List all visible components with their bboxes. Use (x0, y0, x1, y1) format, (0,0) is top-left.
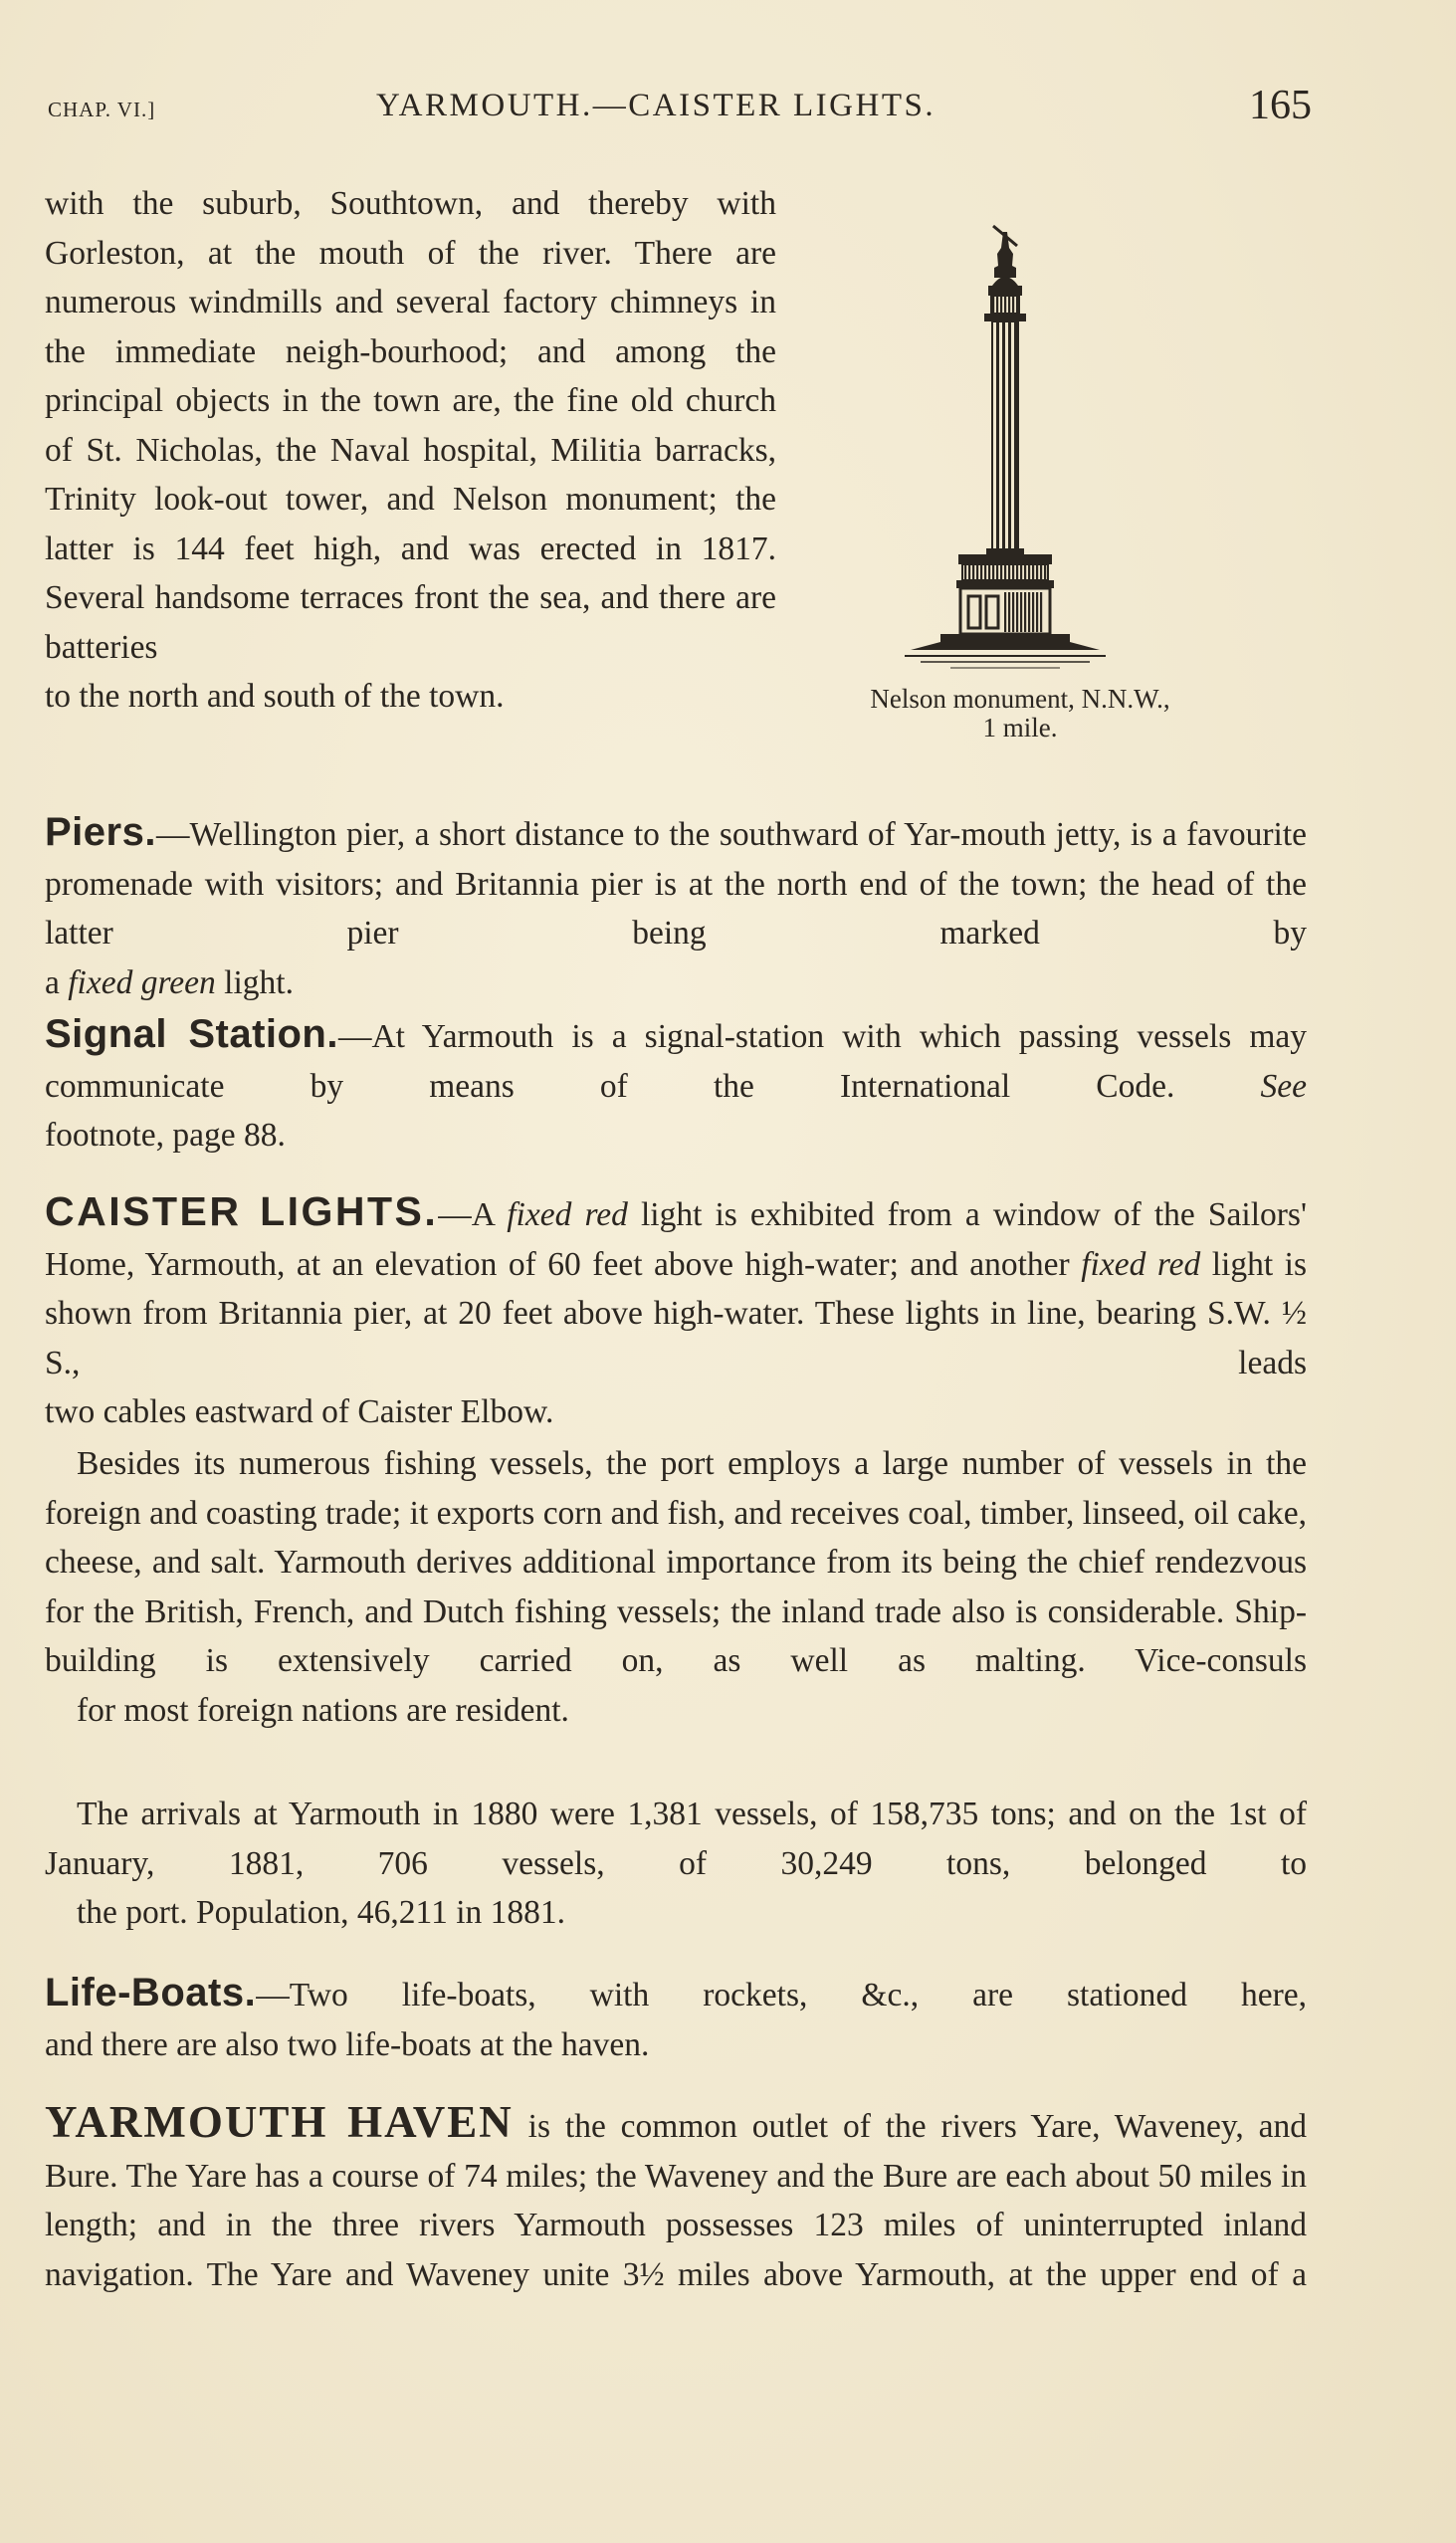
caister-text-1: —A (438, 1196, 508, 1233)
piers-last-line (45, 958, 1307, 1008)
trade-last-line: for most foreign nations are resident. (77, 1691, 569, 1729)
life-boats-last-line: and there are also two life-boats at the haven. (45, 2025, 650, 2063)
trade-paragraph (45, 1439, 1307, 1735)
signal-station-heading: Signal Station. (45, 1012, 338, 1056)
intro-text: with the suburb, Southtown, and thereby with Gorleston, at the mouth of the river. There are numerous windmills and several factory chimneys in the immediate neigh-bourhood; and among the principal objects in the town are, the fine old church of St. Nicholas, the Naval hospital, Militia barracks, Trinity look-out tower, and Nelson monument; the latter is 144 feet high, and was erected in 1817. Several handsome terraces front the sea, and there are batteries (45, 185, 776, 666)
running-head (48, 82, 1312, 131)
yarmouth-haven-paragraph (45, 2098, 1307, 2299)
chapter-marker: CHAP. VI.] (48, 98, 156, 121)
piers-text: —Wellington pier, a short distance to the southward of Yar-mouth jetty, is a favourite promenade with visitors; and Britannia pier is at the north end of the town; the head of the latter pier being marked by (45, 816, 1307, 952)
caister-text-3: light is shown from Britannia pier, at 20 feet above high-water. These lights in line, bearing S.W. ½ S., leads (45, 1245, 1307, 1381)
caister-fixed-red-1: fixed red (507, 1196, 628, 1233)
caister-last-line: two cables eastward of Caister Elbow. (45, 1393, 554, 1430)
caister-lights-heading: CAISTER LIGHTS. (45, 1188, 439, 1234)
globe-dome (992, 277, 1018, 286)
life-boats-text: —Two life-boats, with rockets, &c., are stationed here, (256, 1977, 1307, 2013)
piers-last-post: light. (215, 963, 294, 1001)
signal-last-line: footnote, page 88. (45, 1117, 286, 1154)
caister-text-2: light is exhibited from a window of the Sailors' Home, Yarmouth, at an elevation of 60 feet above high-water; and another (45, 1196, 1307, 1283)
signal-station-paragraph (45, 1010, 1307, 1161)
arrivals-last-line: the port. Population, 46,211 in 1881. (77, 1894, 566, 1931)
arrivals-paragraph (45, 1790, 1307, 1938)
piers-heading: Piers. (45, 810, 156, 854)
piers-last-pre: a (45, 963, 69, 1001)
monument-base (911, 634, 1100, 650)
intro-last-line: to the north and south of the town. (45, 678, 505, 715)
trade-text: Besides its numerous fishing vessels, the port employs a large number of vessels in the foreign and coasting trade; it exports corn and fish, and receives coal, timber, linseed, oil cake, cheese, and salt. Yarmouth derives additional importance from its being the chief rendezvous for the British, French, and Dutch fishing vessels; the inland trade also is considerable. Ship-building is extensively carried on, as well as malting. Vice-consuls (45, 1445, 1307, 1679)
caption-line-2: 1 mile. (982, 713, 1058, 742)
signal-see: See (1260, 1067, 1307, 1105)
nelson-monument-illustration (901, 224, 1110, 682)
haven-text: is the common outlet of the rivers Yare, Waveney, and Bure. The Yare has a course of 74 miles; the Waveney and the Bure are each about 50 miles in length; and in the three rivers Yarmouth possesses 123 miles of uninterrupted inland navigation. The Yare and Waveney unite 3½ miles above Yarmouth, at the upper end of a (45, 2108, 1307, 2293)
piers-paragraph (45, 808, 1307, 1007)
caption-line-1: Nelson monument, N.N.W., (870, 684, 1170, 714)
caister-lights-paragraph (45, 1187, 1307, 1437)
statue-figure (994, 232, 1016, 278)
running-title: YARMOUTH.—CAISTER LIGHTS. (376, 88, 936, 123)
life-boats-paragraph (45, 1969, 1307, 2069)
piers-fixed-green: fixed green (68, 963, 216, 1001)
yarmouth-haven-heading: YARMOUTH HAVEN (45, 2097, 514, 2147)
arrivals-text: The arrivals at Yarmouth in 1880 were 1,381 vessels, of 158,735 tons; and on the 1st of January, 1881, 706 vessels, of 30,249 tons, belonged to (45, 1796, 1307, 1882)
figure-caption (786, 685, 1254, 742)
life-boats-heading: Life-Boats. (45, 1971, 257, 2014)
signal-text: —At Yarmouth is a signal-station with which passing vessels may communicate by means of the International Code. (45, 1018, 1307, 1105)
caister-fixed-red-2: fixed red (1081, 1245, 1201, 1283)
page-number: 165 (1249, 83, 1312, 128)
intro-paragraph (45, 179, 776, 722)
